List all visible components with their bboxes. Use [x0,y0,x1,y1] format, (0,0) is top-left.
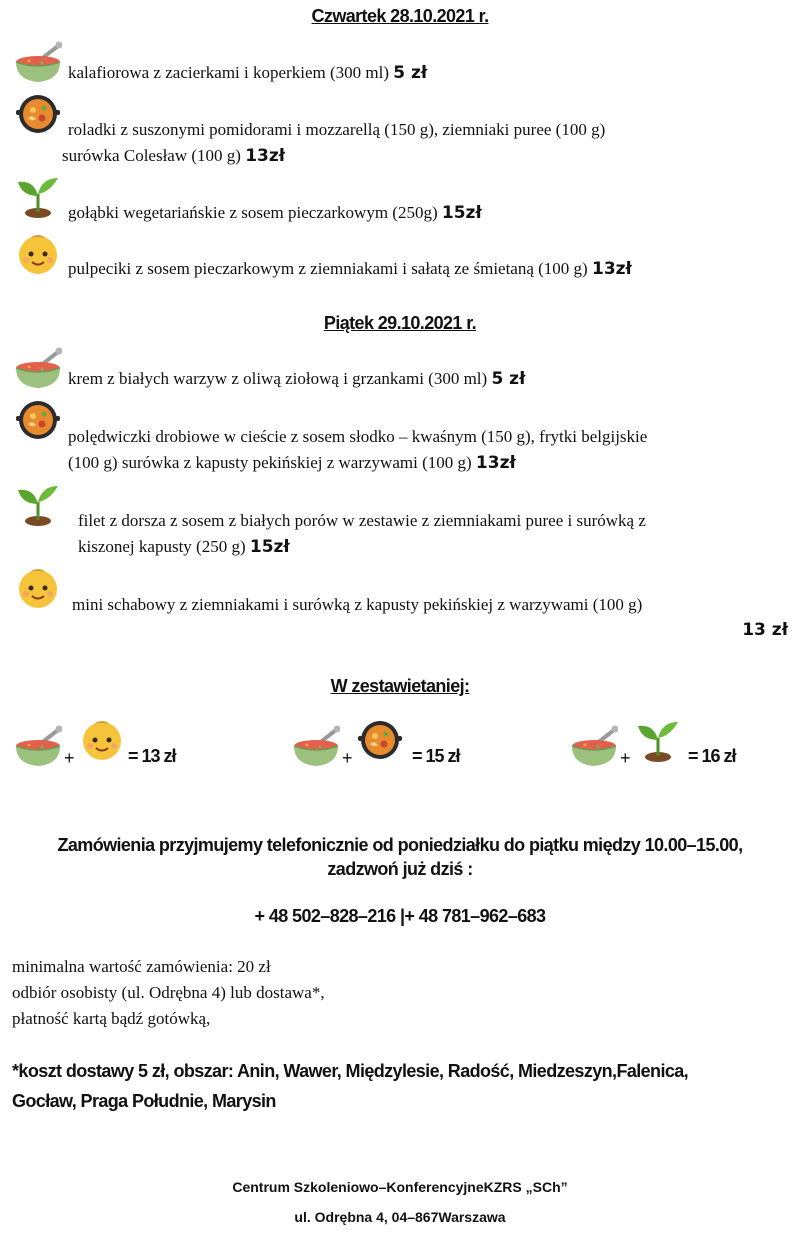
delivery-note-line-2: Gocław, Praga Południe, Marysin [12,1091,276,1111]
friday-item-1 [68,366,525,392]
thursday-item-1 [68,60,427,86]
seedling-icon [634,716,682,764]
baby-face-icon [78,716,126,764]
soup-bowl-icon [14,724,62,772]
thursday-item-2-line-2 [62,143,285,169]
friday-item-2-line-1: polędwiczki drobiowe w cieście z sosem słodko – kwaśnym (150 g), frytki belgijskie [68,427,648,446]
item-description: kalafiorowa z zacierkami i koperkiem (300 ml) [68,63,389,82]
item-description: surówka Colesław (100 g) [62,146,241,165]
item-description: krem z białych warzyw z oliwą ziołową i grzankami (300 ml) [68,369,488,388]
payment-text: płatność kartą bądź gotówką, [12,1009,211,1028]
item-price: 5 zł [491,369,526,389]
friday-heading: Piątek 29.10.2021 r. [323,313,477,333]
paella-pan-icon [14,396,62,444]
paella-pan-icon [14,90,62,138]
item-description: kiszonej kapusty (250 g) [78,537,246,556]
combo-plus: + [342,748,353,768]
baby-face-icon [14,564,62,612]
thursday-item-3 [68,200,482,226]
friday-item-3-line-2 [78,534,290,560]
item-description: gołąbki wegetariańskie z sosem pieczarkowym (250g) [68,203,438,222]
soup-bowl-icon [14,346,62,394]
thursday-item-4 [68,256,632,282]
item-price: 13zł [475,453,516,473]
friday-item-4-price: 13 zł [742,620,788,640]
item-price: 15zł [249,537,290,557]
paella-pan-icon [356,716,404,764]
item-price: 13zł [591,259,632,279]
combo-price: = 13 zł [128,746,176,766]
footer-address: ul. Odrębna 4, 04–867Warszawa [294,1209,506,1225]
combo-plus: + [64,748,75,768]
baby-face-icon [14,230,62,278]
seedling-icon [14,480,62,528]
soup-bowl-icon [14,40,62,88]
thursday-item-2-line-1: roladki z suszonymi pomidorami i mozzarellą (150 g), ziemniaki puree (100 g) [68,120,606,139]
friday-item-2-line-2 [68,450,516,476]
pickup-text: odbiór osobisty (ul. Odrębna 4) lub dostawa*, [12,983,325,1002]
item-price: 13zł [245,146,286,166]
item-description: (100 g) surówka z kapusty pekińskiej z warzywami (100 g) [68,453,472,472]
seedling-icon [14,172,62,220]
soup-bowl-icon [570,724,618,772]
min-order-text: minimalna wartość zamówienia: 20 zł [12,957,271,976]
soup-bowl-icon [292,724,340,772]
item-price: 5 zł [393,63,428,83]
friday-item-3-line-1: filet z dorsza z sosem z białych porów w zestawie z ziemniakami puree i surówką z [78,511,646,530]
order-hours-text: Zamówienia przyjmujemy telefonicznie od poniedziałku do piątku między 10.00–15.00, [57,835,743,855]
combo-heading: W zestawietaniej: [330,676,470,696]
delivery-note-line-1: *koszt dostawy 5 zł, obszar: Anin, Wawer, Międzylesie, Radość, Miedzeszyn,Falenica, [12,1061,689,1081]
combo-plus: + [620,748,631,768]
call-today-text: zadzwoń już dziś : [327,859,473,879]
combo-price: = 15 zł [412,746,460,766]
footer-organization: Centrum Szkoleniowo–KonferencyjneKZRS „SCh” [232,1179,568,1195]
thursday-heading: Czwartek 28.10.2021 r. [311,6,489,26]
combo-price: = 16 zł [688,746,736,766]
friday-item-4-text: mini schabowy z ziemniakami i surówką z kapusty pekińskiej z warzywami (100 g) [72,595,643,614]
phone-numbers: + 48 502–828–216 |+ 48 781–962–683 [254,906,546,926]
item-price: 15zł [441,203,482,223]
item-description: pulpeciki z sosem pieczarkowym z ziemniakami i sałatą ze śmietaną (100 g) [68,259,588,278]
